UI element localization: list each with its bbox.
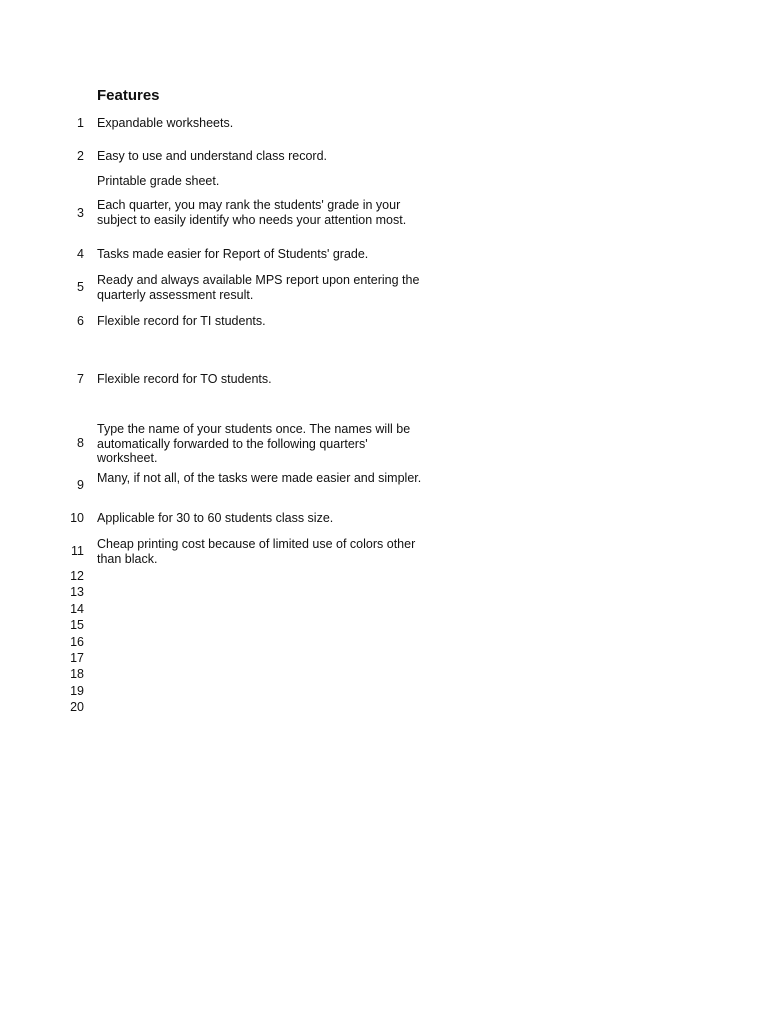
item-number: 5	[77, 280, 84, 294]
item-number: 13	[70, 585, 84, 599]
item-text: Expandable worksheets.	[97, 116, 234, 130]
item-number: 18	[70, 667, 84, 681]
item-text: Each quarter, you may rank the students' grade in your subject to easily identify who needs your attention most.	[97, 198, 407, 227]
item-number: 4	[77, 247, 84, 261]
item-text: Printable grade sheet.	[97, 174, 220, 188]
item-number: 16	[70, 635, 84, 649]
item-number: 11	[71, 544, 84, 558]
item-number: 20	[70, 700, 84, 714]
item-text: Flexible record for TI students.	[97, 314, 266, 328]
item-number: 6	[77, 314, 84, 328]
item-text: Ready and always available MPS report upon entering the quarterly assessment result.	[97, 273, 420, 302]
item-number: 17	[70, 651, 84, 665]
item-number: 10	[70, 511, 84, 525]
item-text: Flexible record for TO students.	[97, 372, 272, 386]
item-number: 12	[70, 569, 84, 583]
item-number: 1	[77, 116, 84, 130]
item-text: Cheap printing cost because of limited use of colors other than black.	[97, 537, 416, 566]
item-text: Easy to use and understand class record.	[97, 149, 327, 163]
item-text: Many, if not all, of the tasks were made easier and simpler.	[97, 471, 422, 485]
item-number: 9	[77, 478, 84, 492]
features-heading: Features	[97, 87, 160, 104]
item-number: 19	[70, 684, 84, 698]
item-number: 3	[77, 206, 84, 220]
item-number: 14	[70, 602, 84, 616]
item-text: Type the name of your students once. The names will be automatically forwarded to the following quarters' worksheet.	[97, 422, 411, 465]
item-text: Applicable for 30 to 60 students class size.	[97, 511, 334, 525]
item-number: 2	[77, 149, 84, 163]
item-number: 8	[77, 436, 84, 450]
item-number: 7	[77, 372, 84, 386]
item-text: Tasks made easier for Report of Students' grade.	[97, 247, 369, 261]
item-number: 15	[70, 618, 84, 632]
